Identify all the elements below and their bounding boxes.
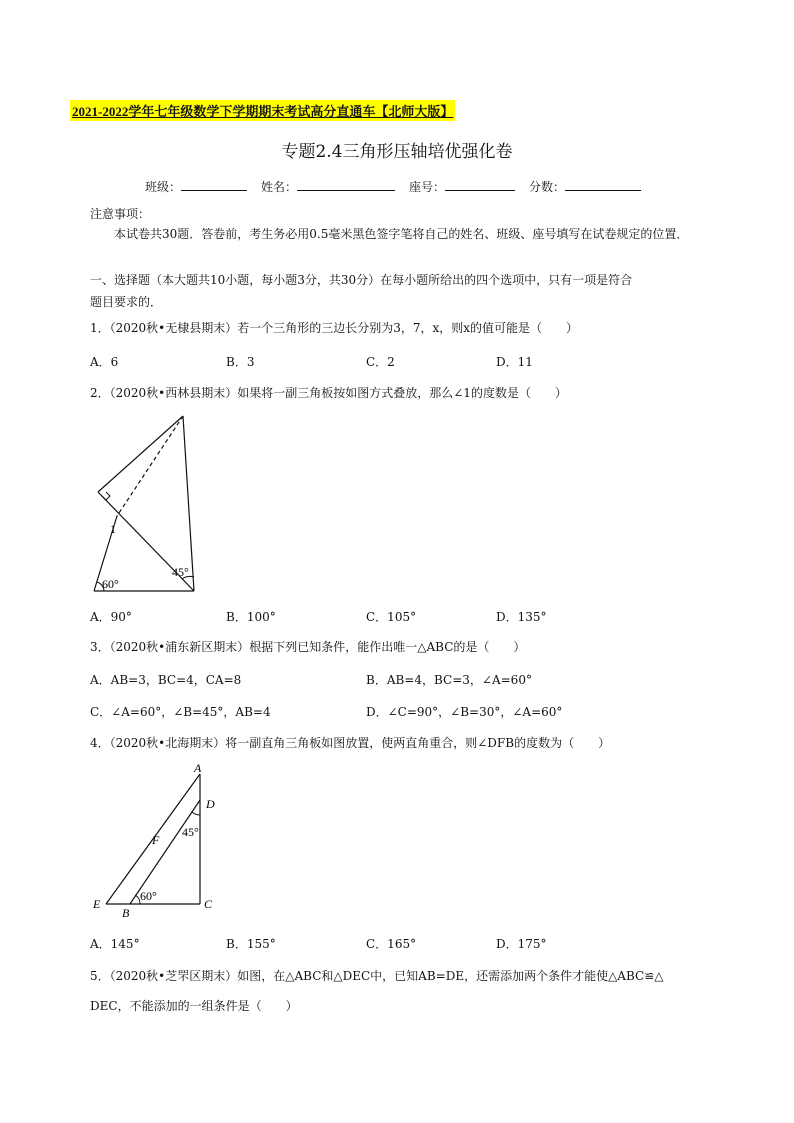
- q2-option-c[interactable]: C．105°: [366, 610, 417, 624]
- class-label: 班级：: [145, 180, 182, 194]
- q1-option-c[interactable]: C．2: [366, 355, 395, 369]
- section1-instructions-line2: 题目要求的．: [90, 295, 163, 309]
- q2-label-angle-1: 1: [110, 522, 116, 536]
- exam-series-banner: 2021-2022学年七年级数学下学期期末考试高分直通车【北师大版】: [70, 100, 455, 121]
- q2-option-a[interactable]: A．90°: [90, 610, 132, 624]
- q1-option-a[interactable]: A．6: [90, 355, 119, 369]
- q4-option-b[interactable]: B．155°: [226, 937, 276, 951]
- q4-point-C: C: [204, 897, 213, 911]
- q1-option-d[interactable]: D．11: [496, 355, 533, 369]
- q4-point-F: F: [152, 833, 160, 847]
- notice-heading: 注意事项：: [90, 207, 151, 221]
- q2-triangle-set-figure: [86, 408, 206, 598]
- section1-instructions-line1: 一、选择题（本大题共10小题，每小题3分，共30分）在每小题所给出的四个选项中，只有一项是符合: [90, 273, 633, 287]
- score-label: 分数：: [529, 180, 566, 194]
- question-1-stem: 1．（2020秋•无棣县期末）若一个三角形的三边长分别为3，7，x，则x的值可能是（ ）: [90, 321, 579, 335]
- q4-arc-45: [192, 812, 200, 815]
- q4-label-60: 60°: [140, 889, 157, 903]
- q4-option-d[interactable]: D．175°: [496, 937, 547, 951]
- q2-option-d[interactable]: D．135°: [496, 610, 547, 624]
- q2-option-b[interactable]: B．100°: [226, 610, 276, 624]
- q2-label-60: 60°: [102, 577, 119, 591]
- name-label: 姓名：: [261, 180, 298, 194]
- question-5-stem-line1: 5．（2020秋•芝罘区期末）如图，在△ABC和△DEC中，已知AB=DE，还需添加两个条件才能使△ABC≌△: [90, 969, 664, 983]
- q3-option-d[interactable]: D．∠C=90°，∠B=30°，∠A=60°: [366, 705, 563, 719]
- name-blank[interactable]: [297, 177, 395, 191]
- question-3-stem: 3．（2020秋•浦东新区期末）根据下列已知条件，能作出唯一△ABC的是（ ）: [90, 640, 526, 654]
- q4-option-a[interactable]: A．145°: [90, 937, 140, 951]
- q2-right-angle-mark: [102, 492, 110, 500]
- question-2-stem: 2．（2020秋•西林县期末）如果将一副三角板按如图方式叠放，那么∠1的度数是（ ）: [90, 386, 567, 400]
- q4-point-E: E: [93, 897, 101, 911]
- class-blank[interactable]: [181, 177, 247, 191]
- q3-option-c[interactable]: C．∠A=60°，∠B=45°，AB=4: [90, 705, 271, 719]
- q4-label-45: 45°: [182, 825, 199, 839]
- q2-label-45: 45°: [172, 565, 189, 579]
- q4-point-D: D: [206, 797, 215, 811]
- q3-option-b[interactable]: B．AB=4，BC=3，∠A=60°: [366, 673, 532, 687]
- score-blank[interactable]: [565, 177, 641, 191]
- seat-label: 座号：: [409, 180, 446, 194]
- q3-option-a[interactable]: A．AB=3，BC=4，CA=8: [90, 673, 242, 687]
- student-info-fields: [145, 177, 655, 195]
- question-5-stem-line2: DEC，不能添加的一组条件是（ ）: [90, 999, 298, 1013]
- q1-option-b[interactable]: B．3: [226, 355, 255, 369]
- q4-point-A: A: [194, 761, 202, 775]
- q4-point-B: B: [122, 906, 130, 920]
- q4-option-c[interactable]: C．165°: [366, 937, 417, 951]
- seat-blank[interactable]: [445, 177, 515, 191]
- page-title: 专题2.4三角形压轴培优强化卷: [281, 142, 513, 162]
- notice-body: 本试卷共30题．答卷前，考生务必用0.5毫米黑色签字笔将自己的姓名、班级、座号填写在试卷规定的位置．: [114, 227, 689, 241]
- question-4-stem: 4．（2020秋•北海期末）将一副直角三角板如图放置，使两直角重合，则∠DFB的度数为（ ）: [90, 736, 611, 750]
- q4-triangle-set-figure: [88, 760, 228, 920]
